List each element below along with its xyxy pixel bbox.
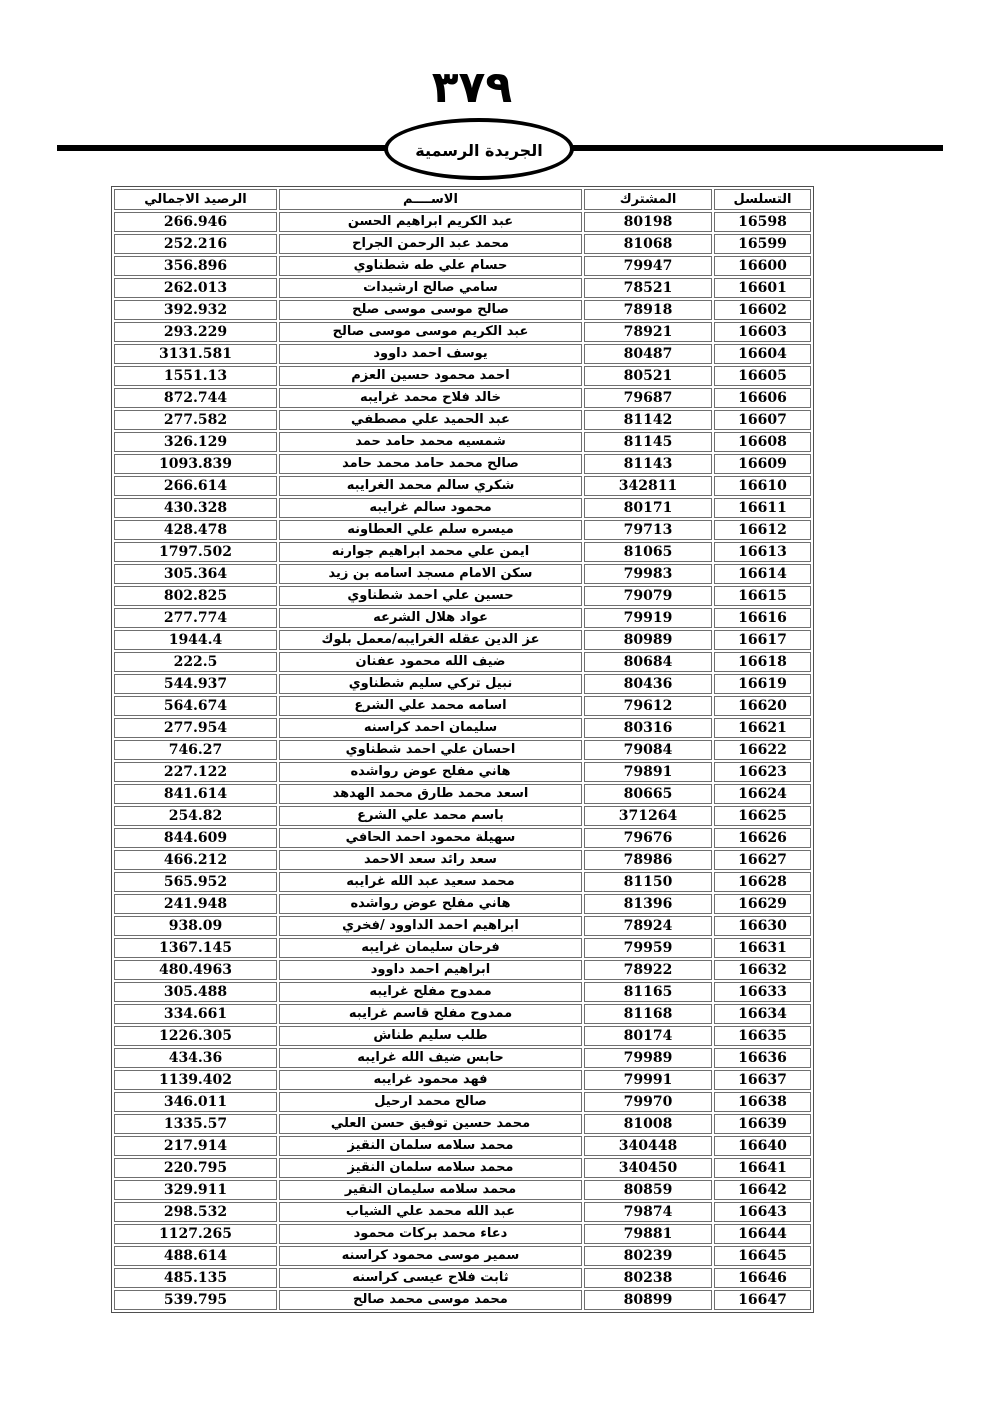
table-row	[114, 762, 811, 782]
name-cell: محمد سلامه سلمان النقيز	[279, 1158, 582, 1178]
name-cell: سهيلة محمود احمد الحافي	[279, 828, 582, 848]
table-row	[114, 366, 811, 386]
balance-cell: 266.946	[114, 212, 277, 232]
col-header-balance: الرصيد الاجمالي	[114, 189, 277, 210]
serial-cell: 16600	[714, 256, 811, 276]
name-cell: يوسف احمد داوود	[279, 344, 582, 364]
name-cell: اسعد محمد طارق محمد الهدهد	[279, 784, 582, 804]
balance-cell: 277.582	[114, 410, 277, 430]
serial-cell: 16633	[714, 982, 811, 1002]
serial-cell: 16628	[714, 872, 811, 892]
table-row	[114, 520, 811, 540]
serial-cell: 16614	[714, 564, 811, 584]
serial-cell: 16647	[714, 1290, 811, 1310]
balance-cell: 1367.145	[114, 938, 277, 958]
balance-cell: 480.4963	[114, 960, 277, 980]
balance-cell: 430.328	[114, 498, 277, 518]
balance-cell: 298.532	[114, 1202, 277, 1222]
serial-cell: 16632	[714, 960, 811, 980]
serial-cell: 16611	[714, 498, 811, 518]
balance-cell: 1551.13	[114, 366, 277, 386]
name-cell: سكن الامام مسجد اسامه بن زيد	[279, 564, 582, 584]
name-cell: هاني مفلح عوض رواشده	[279, 762, 582, 782]
table-row	[114, 1048, 811, 1068]
table-row	[114, 916, 811, 936]
serial-cell: 16641	[714, 1158, 811, 1178]
balance-cell: 746.27	[114, 740, 277, 760]
subscriber-cell: 81065	[584, 542, 712, 562]
name-cell: اسامه محمد علي الشرع	[279, 696, 582, 716]
serial-cell: 16607	[714, 410, 811, 430]
table-row	[114, 1290, 811, 1310]
serial-cell: 16638	[714, 1092, 811, 1112]
balance-cell: 872.744	[114, 388, 277, 408]
table-row	[114, 1246, 811, 1266]
table-row	[114, 784, 811, 804]
name-cell: ممدوح مفلح قاسم غرايبه	[279, 1004, 582, 1024]
balance-cell: 938.09	[114, 916, 277, 936]
name-cell: عبد الكريم ابراهيم الحسن	[279, 212, 582, 232]
balance-cell: 346.011	[114, 1092, 277, 1112]
subscriber-cell: 78918	[584, 300, 712, 320]
subscriber-cell: 81143	[584, 454, 712, 474]
subscriber-cell: 79881	[584, 1224, 712, 1244]
subscriber-cell: 81142	[584, 410, 712, 430]
subscriber-cell: 78922	[584, 960, 712, 980]
serial-cell: 16605	[714, 366, 811, 386]
subscriber-cell: 340450	[584, 1158, 712, 1178]
balance-cell: 334.661	[114, 1004, 277, 1024]
balance-cell: 293.229	[114, 322, 277, 342]
table-row	[114, 1026, 811, 1046]
serial-cell: 16631	[714, 938, 811, 958]
table-row	[114, 718, 811, 738]
subscriber-cell: 80487	[584, 344, 712, 364]
name-cell: محمد حسين توفيق حسن العلي	[279, 1114, 582, 1134]
table-row	[114, 630, 811, 650]
table-header-row	[114, 189, 811, 210]
balance-cell: 220.795	[114, 1158, 277, 1178]
name-cell: سامي صالح ارشيدات	[279, 278, 582, 298]
name-cell: احمد محمود حسين العزم	[279, 366, 582, 386]
serial-cell: 16629	[714, 894, 811, 914]
subscriber-cell: 80171	[584, 498, 712, 518]
serial-cell: 16642	[714, 1180, 811, 1200]
subscriber-cell: 79959	[584, 938, 712, 958]
name-cell: ضيف الله محمود عفنان	[279, 652, 582, 672]
table-row	[114, 982, 811, 1002]
subscriber-cell: 80198	[584, 212, 712, 232]
table-row	[114, 696, 811, 716]
subscriber-cell: 80239	[584, 1246, 712, 1266]
name-cell: طلب سليم طناش	[279, 1026, 582, 1046]
subscriber-cell: 81008	[584, 1114, 712, 1134]
serial-cell: 16615	[714, 586, 811, 606]
serial-cell: 16610	[714, 476, 811, 496]
balance-cell: 277.954	[114, 718, 277, 738]
subscriber-cell: 79891	[584, 762, 712, 782]
name-cell: ثابت فلاح عيسى كراسنه	[279, 1268, 582, 1288]
serial-cell: 16608	[714, 432, 811, 452]
balance-cell: 241.948	[114, 894, 277, 914]
balance-cell: 392.932	[114, 300, 277, 320]
subscriber-cell: 80899	[584, 1290, 712, 1310]
serial-cell: 16603	[714, 322, 811, 342]
serial-cell: 16636	[714, 1048, 811, 1068]
serial-cell: 16634	[714, 1004, 811, 1024]
table-row	[114, 454, 811, 474]
balance-cell: 252.216	[114, 234, 277, 254]
serial-cell: 16618	[714, 652, 811, 672]
name-cell: محمود سالم غرايبه	[279, 498, 582, 518]
serial-cell: 16620	[714, 696, 811, 716]
name-cell: عبد الحميد علي مصطفي	[279, 410, 582, 430]
table-row	[114, 564, 811, 584]
name-cell: محمد سلامه سليمان النقير	[279, 1180, 582, 1200]
name-cell: صالح محمد ارحيل	[279, 1092, 582, 1112]
banner-title: الجريدة الرسمية	[415, 141, 543, 160]
subscriber-cell: 79983	[584, 564, 712, 584]
table-row	[114, 1180, 811, 1200]
balance-cell: 1127.265	[114, 1224, 277, 1244]
table-row	[114, 828, 811, 848]
balance-cell: 266.614	[114, 476, 277, 496]
name-cell: شكري سالم محمد الغرايبه	[279, 476, 582, 496]
page-number: ٣٧٩	[431, 62, 513, 113]
serial-cell: 16621	[714, 718, 811, 738]
subscriber-cell: 79970	[584, 1092, 712, 1112]
name-cell: احسان علي احمد شطناوي	[279, 740, 582, 760]
subscriber-cell: 79947	[584, 256, 712, 276]
subscriber-cell: 80665	[584, 784, 712, 804]
balance-cell: 544.937	[114, 674, 277, 694]
subscriber-cell: 80238	[584, 1268, 712, 1288]
subscriber-cell: 80859	[584, 1180, 712, 1200]
gazette-banner	[384, 118, 574, 180]
subscriber-cell: 81165	[584, 982, 712, 1002]
balance-cell: 3131.581	[114, 344, 277, 364]
subscriber-cell: 81145	[584, 432, 712, 452]
name-cell: باسم محمد علي الشرع	[279, 806, 582, 826]
balance-cell: 262.013	[114, 278, 277, 298]
table-row	[114, 256, 811, 276]
table-row	[114, 1158, 811, 1178]
table-row	[114, 212, 811, 232]
table-row	[114, 608, 811, 628]
table-row	[114, 322, 811, 342]
serial-cell: 16637	[714, 1070, 811, 1090]
table-row	[114, 674, 811, 694]
balance-cell: 305.488	[114, 982, 277, 1002]
serial-cell: 16646	[714, 1268, 811, 1288]
subscriber-cell: 79989	[584, 1048, 712, 1068]
name-cell: ايمن علي محمد ابراهيم جوارنه	[279, 542, 582, 562]
balance-cell: 565.952	[114, 872, 277, 892]
col-header-name: الاســــم	[279, 189, 582, 210]
table-row	[114, 652, 811, 672]
serial-cell: 16640	[714, 1136, 811, 1156]
balance-cell: 802.825	[114, 586, 277, 606]
balance-cell: 539.795	[114, 1290, 277, 1310]
subscriber-cell: 342811	[584, 476, 712, 496]
balance-cell: 841.614	[114, 784, 277, 804]
subscriber-cell: 79991	[584, 1070, 712, 1090]
name-cell: عبد الكريم موسى موسى صالح	[279, 322, 582, 342]
serial-cell: 16622	[714, 740, 811, 760]
balance-cell: 227.122	[114, 762, 277, 782]
table-row	[114, 740, 811, 760]
table-row	[114, 1224, 811, 1244]
name-cell: عواد هلال الشرعه	[279, 608, 582, 628]
table-row	[114, 850, 811, 870]
balance-cell: 326.129	[114, 432, 277, 452]
subscriber-cell: 78986	[584, 850, 712, 870]
table-row	[114, 872, 811, 892]
subscriber-cell: 79874	[584, 1202, 712, 1222]
name-cell: هاني مفلح عوض رواشده	[279, 894, 582, 914]
serial-cell: 16626	[714, 828, 811, 848]
name-cell: ابراهيم احمد داوود	[279, 960, 582, 980]
subscriber-cell: 340448	[584, 1136, 712, 1156]
name-cell: محمد سعيد عبد الله غرايبه	[279, 872, 582, 892]
table-row	[114, 894, 811, 914]
table-row	[114, 432, 811, 452]
balance-cell: 1226.305	[114, 1026, 277, 1046]
table-row	[114, 1114, 811, 1134]
balance-cell: 356.896	[114, 256, 277, 276]
name-cell: محمد موسى محمد صالح	[279, 1290, 582, 1310]
name-cell: نبيل تركي سليم شطناوي	[279, 674, 582, 694]
balance-cell: 254.82	[114, 806, 277, 826]
name-cell: ميسره سلم علي العطاونه	[279, 520, 582, 540]
serial-cell: 16601	[714, 278, 811, 298]
serial-cell: 16619	[714, 674, 811, 694]
subscriber-cell: 78921	[584, 322, 712, 342]
serial-cell: 16623	[714, 762, 811, 782]
serial-cell: 16606	[714, 388, 811, 408]
balance-cell: 564.674	[114, 696, 277, 716]
subscriber-cell: 78521	[584, 278, 712, 298]
name-cell: فهد محمود غرايبه	[279, 1070, 582, 1090]
subscriber-cell: 79687	[584, 388, 712, 408]
subscriber-cell: 81150	[584, 872, 712, 892]
table-row	[114, 410, 811, 430]
name-cell: محمد سلامه سلمان النقيز	[279, 1136, 582, 1156]
table-row	[114, 476, 811, 496]
table-row	[114, 960, 811, 980]
serial-cell: 16616	[714, 608, 811, 628]
subscriber-cell: 79079	[584, 586, 712, 606]
serial-cell: 16599	[714, 234, 811, 254]
serial-cell: 16617	[714, 630, 811, 650]
name-cell: حسام علي طه شطناوي	[279, 256, 582, 276]
table-row	[114, 344, 811, 364]
serial-cell: 16598	[714, 212, 811, 232]
subscriber-cell: 81068	[584, 234, 712, 254]
table-row	[114, 300, 811, 320]
subscriber-cell: 78924	[584, 916, 712, 936]
subscriber-cell: 81168	[584, 1004, 712, 1024]
name-cell: حسين علي احمد شطناوي	[279, 586, 582, 606]
serial-cell: 16612	[714, 520, 811, 540]
name-cell: حابس ضيف الله غرايبه	[279, 1048, 582, 1068]
subscriber-cell: 80436	[584, 674, 712, 694]
table-row	[114, 586, 811, 606]
balance-cell: 466.212	[114, 850, 277, 870]
serial-cell: 16625	[714, 806, 811, 826]
name-cell: عبد الله محمد علي الشياب	[279, 1202, 582, 1222]
col-header-serial: التسلسل	[714, 189, 811, 210]
table-row	[114, 498, 811, 518]
balance-cell: 1944.4	[114, 630, 277, 650]
serial-cell: 16627	[714, 850, 811, 870]
serial-cell: 16645	[714, 1246, 811, 1266]
name-cell: سمير موسى محمود كراسنه	[279, 1246, 582, 1266]
name-cell: عز الدين عقله الغرايبه/معمل بلوك	[279, 630, 582, 650]
name-cell: دعاء محمد بركات محمود	[279, 1224, 582, 1244]
table-row	[114, 1202, 811, 1222]
balance-cell: 1335.57	[114, 1114, 277, 1134]
table-row	[114, 234, 811, 254]
balance-cell: 329.911	[114, 1180, 277, 1200]
name-cell: محمد عبد الرحمن الجراح	[279, 234, 582, 254]
subscriber-cell: 81396	[584, 894, 712, 914]
balance-cell: 485.135	[114, 1268, 277, 1288]
col-header-subscriber: المشترك	[584, 189, 712, 210]
serial-cell: 16639	[714, 1114, 811, 1134]
name-cell: ابراهيم احمد الداوود /فخري	[279, 916, 582, 936]
subscriber-cell: 80316	[584, 718, 712, 738]
subscriber-cell: 79612	[584, 696, 712, 716]
serial-cell: 16644	[714, 1224, 811, 1244]
subscriber-cell: 80521	[584, 366, 712, 386]
serial-cell: 16624	[714, 784, 811, 804]
subscribers-table	[111, 186, 814, 1313]
balance-cell: 844.609	[114, 828, 277, 848]
table-row	[114, 278, 811, 298]
serial-cell: 16602	[714, 300, 811, 320]
subscriber-cell: 80989	[584, 630, 712, 650]
balance-cell: 1797.502	[114, 542, 277, 562]
name-cell: فرحان سليمان غرايبه	[279, 938, 582, 958]
subscriber-cell: 79084	[584, 740, 712, 760]
name-cell: سعد رائد سعد الاحمد	[279, 850, 582, 870]
name-cell: ممدوح مفلح غرايبه	[279, 982, 582, 1002]
serial-cell: 16613	[714, 542, 811, 562]
table-row	[114, 1070, 811, 1090]
subscriber-cell: 80684	[584, 652, 712, 672]
balance-cell: 434.36	[114, 1048, 277, 1068]
balance-cell: 277.774	[114, 608, 277, 628]
table-row	[114, 938, 811, 958]
subscriber-cell: 79919	[584, 608, 712, 628]
name-cell: خالد فلاح محمد غرايبه	[279, 388, 582, 408]
table-row	[114, 806, 811, 826]
serial-cell: 16635	[714, 1026, 811, 1046]
serial-cell: 16609	[714, 454, 811, 474]
table-row	[114, 1004, 811, 1024]
serial-cell: 16630	[714, 916, 811, 936]
table-row	[114, 542, 811, 562]
subscriber-cell: 371264	[584, 806, 712, 826]
table-row	[114, 1136, 811, 1156]
table-row	[114, 1268, 811, 1288]
serial-cell: 16604	[714, 344, 811, 364]
balance-cell: 305.364	[114, 564, 277, 584]
table-body	[114, 212, 811, 1310]
table-row	[114, 1092, 811, 1112]
subscriber-cell: 79713	[584, 520, 712, 540]
balance-cell: 488.614	[114, 1246, 277, 1266]
balance-cell: 1139.402	[114, 1070, 277, 1090]
subscriber-cell: 79676	[584, 828, 712, 848]
balance-cell: 222.5	[114, 652, 277, 672]
name-cell: صالح موسى موسى صلح	[279, 300, 582, 320]
name-cell: صالح محمد حامد محمد حامد	[279, 454, 582, 474]
name-cell: شمسيه محمد حامد حمد	[279, 432, 582, 452]
table-row	[114, 388, 811, 408]
balance-cell: 1093.839	[114, 454, 277, 474]
balance-cell: 217.914	[114, 1136, 277, 1156]
serial-cell: 16643	[714, 1202, 811, 1222]
balance-cell: 428.478	[114, 520, 277, 540]
name-cell: سليمان احمد كراسنه	[279, 718, 582, 738]
subscriber-cell: 80174	[584, 1026, 712, 1046]
